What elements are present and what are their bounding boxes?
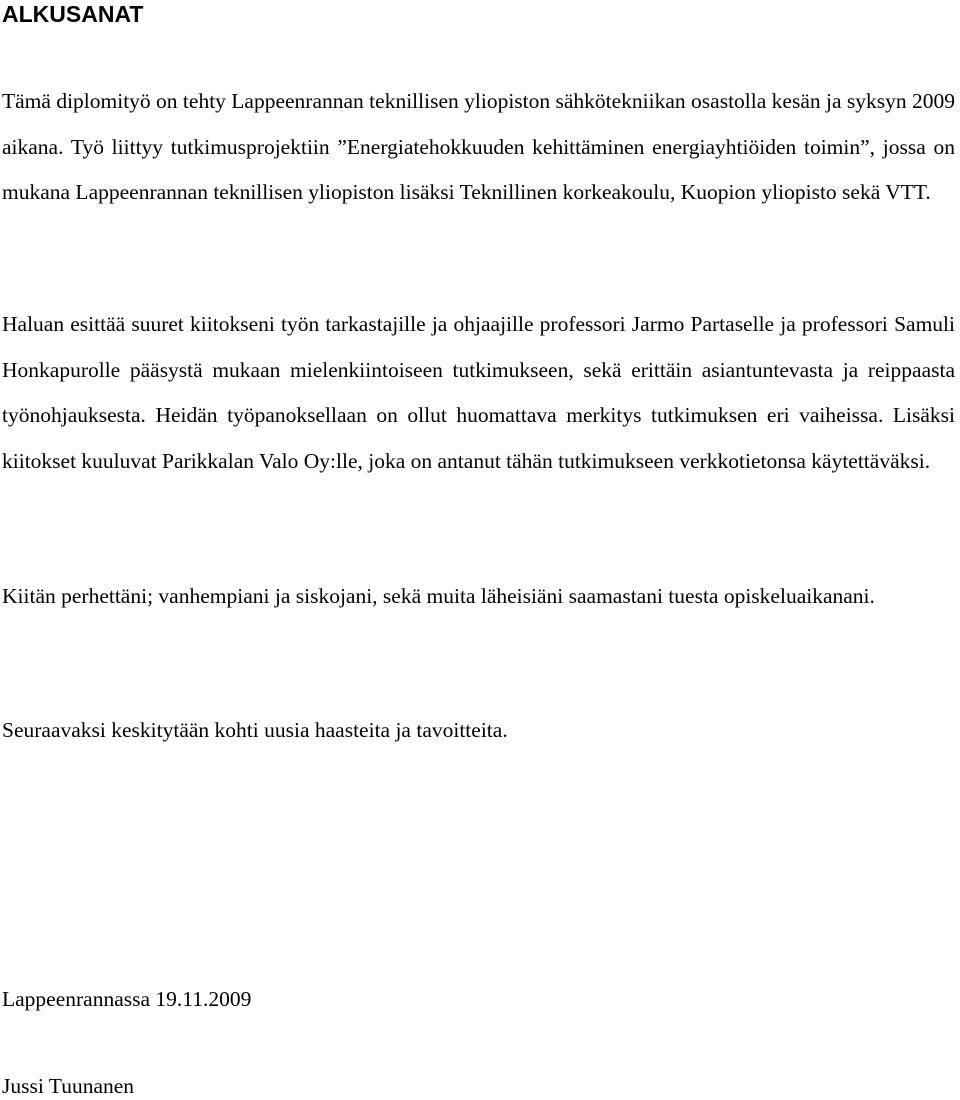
paragraph-family-thanks: Kiitän perhettäni; vanhempiani ja siskojani, sekä muita läheisiäni saamastani tuesta opiskeluaikanani. xyxy=(2,584,875,608)
author-name: Jussi Tuunanen xyxy=(2,1074,135,1098)
paragraph-closing: Seuraavaksi keskitytään kohti uusia haasteita ja tavoitteita. xyxy=(2,718,508,742)
place-and-date: Lappeenrannassa 19.11.2009 xyxy=(2,987,252,1011)
paragraph-acknowledgements: Haluan esittää suuret kiitokseni työn tarkastajille ja ohjaajille professori Jarmo Partaselle ja professori Samuli Honkapurolle pääsystä mukaan mielenkiintoiseen tutkimukseen, sekä erittäin asiantuntevasta ja reippaasta työnohjauksesta. Heidän työpanoksellaan on ollut huomattava merkitys tutkimuksen eri vaiheissa. Lisäksi kiitokset kuuluvat Parikkalan Valo Oy:lle, joka on antanut tähän tutkimukseen verkkotietonsa käytettäväksi. xyxy=(2,312,955,473)
section-heading: ALKUSANAT xyxy=(2,1,144,27)
paragraph-introduction: Tämä diplomityö on tehty Lappeenrannan teknillisen yliopiston sähkötekniikan osastolla kesän ja syksyn 2009 aikana. Työ liittyy tutkimusprojektiin ”Energiatehokkuuden kehittäminen energiayhtiöiden toimin”, jossa on mukana Lappeenrannan teknillisen yliopiston lisäksi Teknillinen korkeakoulu, Kuopion yliopisto sekä VTT. xyxy=(2,89,955,204)
